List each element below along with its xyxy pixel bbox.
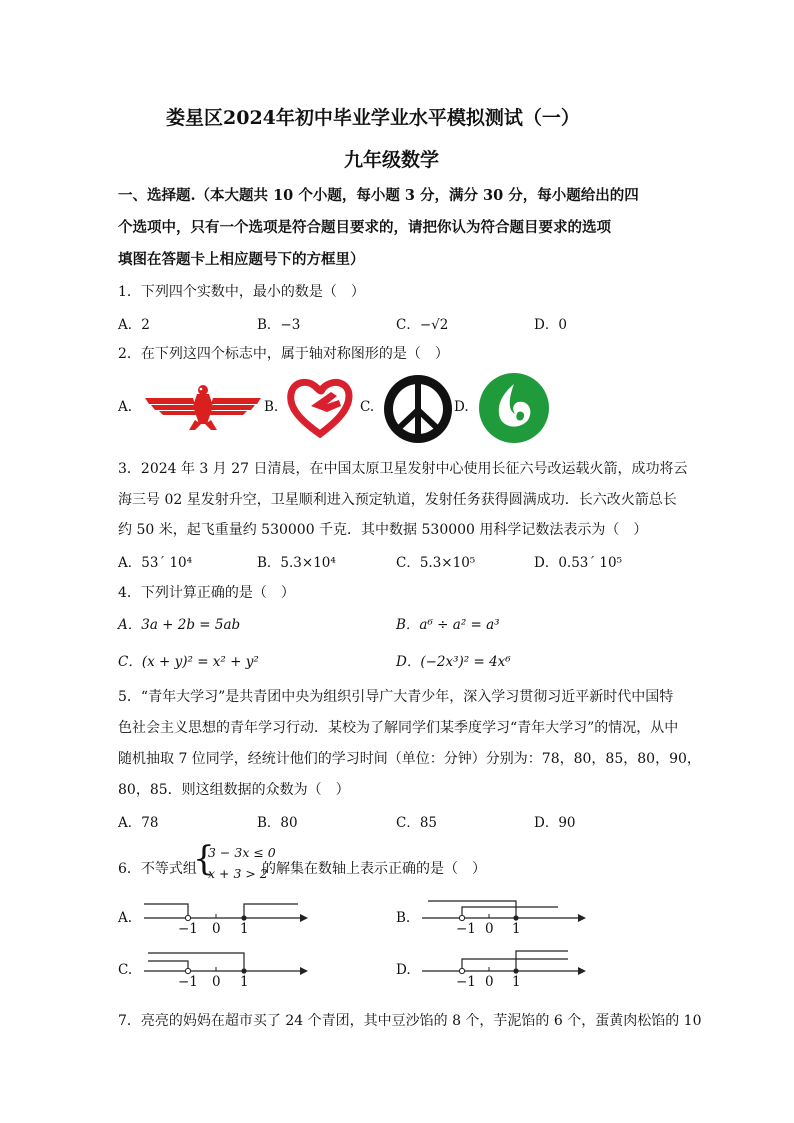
q5-option-b: B．80 xyxy=(257,815,298,831)
q3-option-c: C．5.3×10⁵ xyxy=(396,555,476,571)
question-5-line1: 5．“青年大学习”是共青团中央为组织引导广大青少年，深入学习贯彻习近平新时代中国特 xyxy=(118,689,674,705)
nl-b-tick-1: 1 xyxy=(512,921,521,937)
inequality-2: x + 3 > 2 xyxy=(208,866,268,881)
q5-option-a: A．78 xyxy=(118,815,159,831)
question-3-line3: 约 50 米，起飞重量约 530000 千克．其中数据 530000 用科学记数法表示为（ ） xyxy=(118,522,648,538)
system-brace: { xyxy=(193,839,215,879)
nl-d-tick-0: 0 xyxy=(485,974,494,990)
nl-b-tick-0: 0 xyxy=(485,921,494,937)
q1-option-b: B．−3 xyxy=(257,317,301,333)
q6-option-a: A. xyxy=(118,910,133,926)
number-line-c xyxy=(140,947,310,995)
q6-option-c: C. xyxy=(118,962,133,978)
q4-option-d: D．(−2x³)² = 4x⁶ xyxy=(396,654,511,670)
question-2-stem: 2．在下列这四个标志中，属于轴对称图形的是（ ） xyxy=(118,346,449,362)
nl-d-tick-1: 1 xyxy=(512,974,521,990)
q6-option-b: B. xyxy=(396,910,411,926)
question-5-line4: 80，85．则这组数据的众数为（ ） xyxy=(118,782,350,798)
q1-option-d: D．0 xyxy=(534,317,567,333)
nl-b-tick-minus1: −1 xyxy=(456,921,476,937)
question-4-stem: 4．下列计算正确的是（ ） xyxy=(118,585,295,601)
q3-option-d: D．0.53´ 10⁵ xyxy=(534,555,623,571)
section-heading-line3: 填图在答题卡上相应题号下的方框里） xyxy=(118,251,365,268)
q2-option-d: D. xyxy=(454,399,469,415)
q1-option-c: C．−√2 xyxy=(396,317,449,333)
question-3-line1: 3．2024 年 3 月 27 日清晨，在中国太原卫星发射中心使用长征六号改运载火箭，成功将云 xyxy=(118,461,688,477)
q1-option-a: A．2 xyxy=(118,317,150,333)
nl-a-tick-minus1: −1 xyxy=(178,921,198,937)
number-line-b xyxy=(418,893,588,941)
q4-option-b: B．a⁶ ÷ a² = a³ xyxy=(396,617,500,633)
question-7-line1: 7．亮亮的妈妈在超市买了 24 个青团，其中豆沙馅的 8 个，芋泥馅的 6 个，蛋黄肉松馅的 10 xyxy=(118,1013,702,1029)
nl-d-tick-minus1: −1 xyxy=(456,974,476,990)
section-heading-line1: 一、选择题.（本大题共 10 个小题，每小题 3 分，满分 30 分，每小题给出的四 xyxy=(118,187,639,204)
q6-option-d: D. xyxy=(396,962,411,978)
question-5-line3: 随机抽取 7 位同学，经统计他们的学习时间（单位：分钟）分别为：78，80，85，80，90， xyxy=(118,751,701,767)
question-6-suffix: 的解集在数轴上表示正确的是（ ） xyxy=(262,861,486,877)
nl-c-tick-minus1: −1 xyxy=(178,974,198,990)
question-1-stem: 1．下列四个实数中，最小的数是（ ） xyxy=(118,284,365,300)
eagle-logo-icon xyxy=(143,384,263,432)
nl-a-tick-0: 0 xyxy=(212,921,221,937)
peace-symbol-icon xyxy=(383,374,453,444)
question-3-line2: 海三号 02 星发射升空，卫星顺利进入预定轨道，发射任务获得圆满成功．长六改火箭总长 xyxy=(118,492,677,508)
number-line-a xyxy=(140,895,310,943)
q2-option-c: C. xyxy=(360,399,375,415)
q2-option-b: B. xyxy=(264,399,279,415)
q5-option-c: C．85 xyxy=(396,815,438,831)
q4-option-a: A．3a + 2b = 5ab xyxy=(118,617,241,633)
q2-option-a: A. xyxy=(118,399,133,415)
number-line-d xyxy=(418,945,588,993)
inequality-1: 3 − 3x ≤ 0 xyxy=(208,845,276,860)
page-title: 娄星区2024年初中毕业学业水平模拟测试（一） xyxy=(166,107,580,129)
section-heading-line2: 个选项中，只有一个选项是符合题目要求的，请把你认为符合题目要求的选项 xyxy=(118,219,611,236)
nl-a-tick-1: 1 xyxy=(240,921,249,937)
q3-option-b: B．5.3×10⁴ xyxy=(257,555,336,571)
nl-c-tick-0: 0 xyxy=(212,974,221,990)
q4-option-c: C．(x + y)² = x² + y² xyxy=(118,654,259,670)
green-leaf-logo-icon xyxy=(478,372,550,444)
heart-hand-logo-icon xyxy=(287,376,353,438)
q3-option-a: A．53´ 10⁴ xyxy=(118,555,193,571)
question-6-prefix: 6．不等式组 xyxy=(118,861,197,877)
q5-option-d: D．90 xyxy=(534,815,576,831)
nl-c-tick-1: 1 xyxy=(240,974,249,990)
page-subtitle: 九年级数学 xyxy=(344,149,440,171)
question-5-line2: 色社会主义思想的青年学习行动．某校为了解同学们某季度学习“青年大学习”的情况，从中 xyxy=(118,720,679,736)
